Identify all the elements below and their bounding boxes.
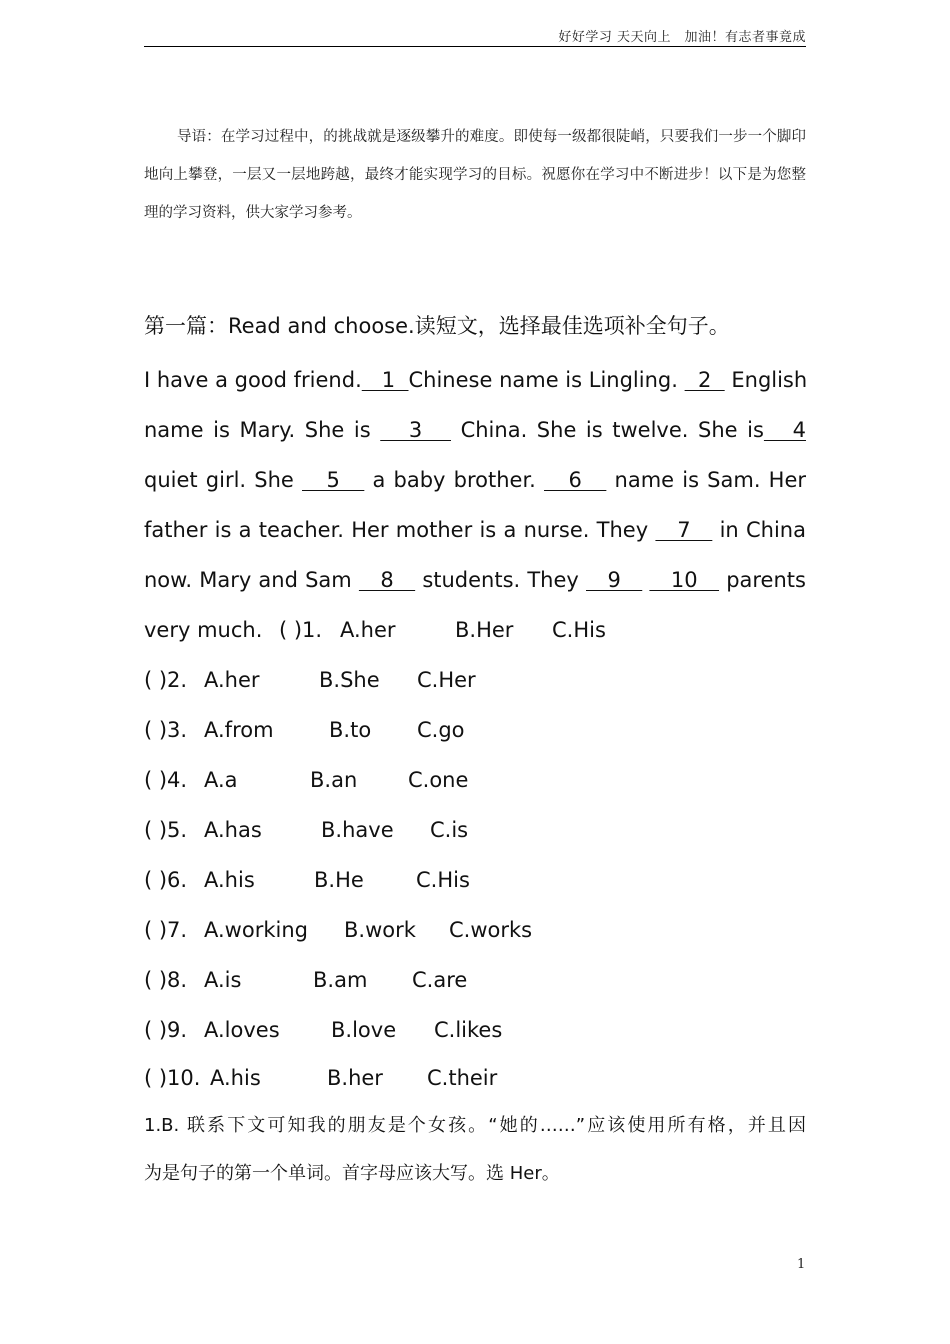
passage-text: in China bbox=[719, 518, 806, 542]
option-a: A.from bbox=[204, 718, 274, 742]
question-number: ( )3. bbox=[144, 718, 188, 742]
passage-line bbox=[144, 355, 806, 405]
section-title: 第一篇：Read and choose.读短文，选择最佳选项补全句子。 bbox=[144, 314, 730, 338]
option-a: A.his bbox=[210, 1066, 261, 1090]
option-a: A.her bbox=[204, 668, 260, 692]
passage-text: Chinese name is Lingling. bbox=[408, 368, 678, 392]
option-b: B.an bbox=[310, 768, 358, 792]
question-number: ( )6. bbox=[144, 868, 188, 892]
question-row-2 bbox=[144, 655, 564, 705]
passage-text: now. Mary and Sam bbox=[144, 568, 352, 592]
blank-3: 3 bbox=[380, 418, 451, 442]
blank-1: 1 bbox=[361, 368, 409, 392]
passage-line bbox=[144, 555, 806, 605]
question-number: ( )5. bbox=[144, 818, 188, 842]
passage-text: a baby brother. bbox=[372, 468, 536, 492]
header-text: 好好学习 天天向上 加油！有志者事竟成 bbox=[558, 30, 806, 45]
option-c: C.one bbox=[408, 768, 469, 792]
question-number: ( )8. bbox=[144, 968, 188, 992]
option-c: C.are bbox=[412, 968, 468, 992]
answer-explanation bbox=[144, 1102, 806, 1198]
passage-line bbox=[144, 455, 806, 505]
option-b: B.am bbox=[313, 968, 368, 992]
passage-text: name is Mary. She is bbox=[144, 418, 371, 442]
reading-passage bbox=[144, 355, 806, 605]
option-b: B.have bbox=[321, 818, 394, 842]
option-b: B.work bbox=[344, 918, 416, 942]
option-c: C.their bbox=[427, 1066, 498, 1090]
option-c: C.His bbox=[416, 868, 470, 892]
option-b: B.to bbox=[329, 718, 372, 742]
question-number: ( )7. bbox=[144, 918, 188, 942]
option-b: B.her bbox=[327, 1066, 383, 1090]
option-c: C.likes bbox=[434, 1018, 503, 1042]
option-b: B.She bbox=[319, 668, 380, 692]
question-row-3 bbox=[144, 705, 564, 755]
question-row-7 bbox=[144, 905, 564, 955]
passage-text: I have a good friend. bbox=[144, 368, 362, 392]
question-row-4 bbox=[144, 755, 564, 805]
option-a: A.has bbox=[204, 818, 262, 842]
option-c: C.go bbox=[417, 718, 465, 742]
page-header bbox=[144, 24, 806, 47]
blank-2: 2 bbox=[684, 368, 725, 392]
question-number: ( )10. bbox=[144, 1066, 201, 1090]
question-number: ( )2. bbox=[144, 668, 188, 692]
passage-text: father is a teacher. Her mother is a nurse. They bbox=[144, 518, 649, 542]
option-b: B.He bbox=[314, 868, 364, 892]
question-number: ( )9. bbox=[144, 1018, 188, 1042]
question-row-9 bbox=[144, 1005, 564, 1055]
option-c: C.works bbox=[449, 918, 533, 942]
blank-7: 7 bbox=[655, 518, 713, 542]
explanation-line: 1.B. 联系下文可知我的朋友是个女孩。“她的……”应该使用所有格，并且因 bbox=[144, 1115, 806, 1136]
passage-text: English bbox=[731, 368, 808, 392]
blank-4: 4 bbox=[763, 418, 806, 442]
blank-6: 6 bbox=[544, 468, 607, 492]
option-a: A.a bbox=[204, 768, 238, 792]
intro-paragraph: 导语：在学习过程中，的挑战就是逐级攀升的难度。即使每一级都很陡峭，只要我们一步一个脚印地向上攀登，一层又一层地跨越，最终才能实现学习的目标。祝愿你在学习中不断进步！以下是为您整理的学习资料，供大家学习参考。 bbox=[144, 129, 806, 221]
passage-text: parents bbox=[726, 568, 806, 592]
option-a: A.is bbox=[204, 968, 242, 992]
passage-line bbox=[144, 505, 806, 555]
passage-text: name is Sam. Her bbox=[614, 468, 806, 492]
passage-text: quiet girl. She bbox=[144, 468, 294, 492]
blank-5: 5 bbox=[302, 468, 365, 492]
page-number: 1 bbox=[797, 1257, 806, 1272]
question-row-5 bbox=[144, 805, 564, 855]
question-row-10 bbox=[144, 1053, 564, 1103]
passage-line bbox=[144, 405, 806, 455]
option-a: A.her bbox=[340, 618, 396, 642]
option-a: A.working bbox=[204, 918, 308, 942]
option-c: C.His bbox=[552, 618, 606, 642]
option-c: C.Her bbox=[417, 668, 476, 692]
passage-text: very much. bbox=[144, 618, 263, 642]
passage-text: students. They bbox=[422, 568, 579, 592]
option-b: B.Her bbox=[455, 618, 514, 642]
blank-8: 8 bbox=[358, 568, 416, 592]
question-number: ( )4. bbox=[144, 768, 188, 792]
question-row-1 bbox=[144, 605, 664, 655]
blank-10: 10 bbox=[649, 568, 720, 592]
blank-9: 9 bbox=[586, 568, 643, 592]
passage-text: China. She is twelve. She is bbox=[460, 418, 764, 442]
question-number: ( )1. bbox=[279, 618, 323, 642]
explanation-line: 为是句子的第一个单词。首字母应该大写。选 Her。 bbox=[144, 1163, 560, 1184]
option-a: A.loves bbox=[204, 1018, 280, 1042]
option-c: C.is bbox=[430, 818, 469, 842]
question-row-8 bbox=[144, 955, 564, 1005]
option-b: B.love bbox=[331, 1018, 397, 1042]
option-a: A.his bbox=[204, 868, 255, 892]
question-row-6 bbox=[144, 855, 564, 905]
